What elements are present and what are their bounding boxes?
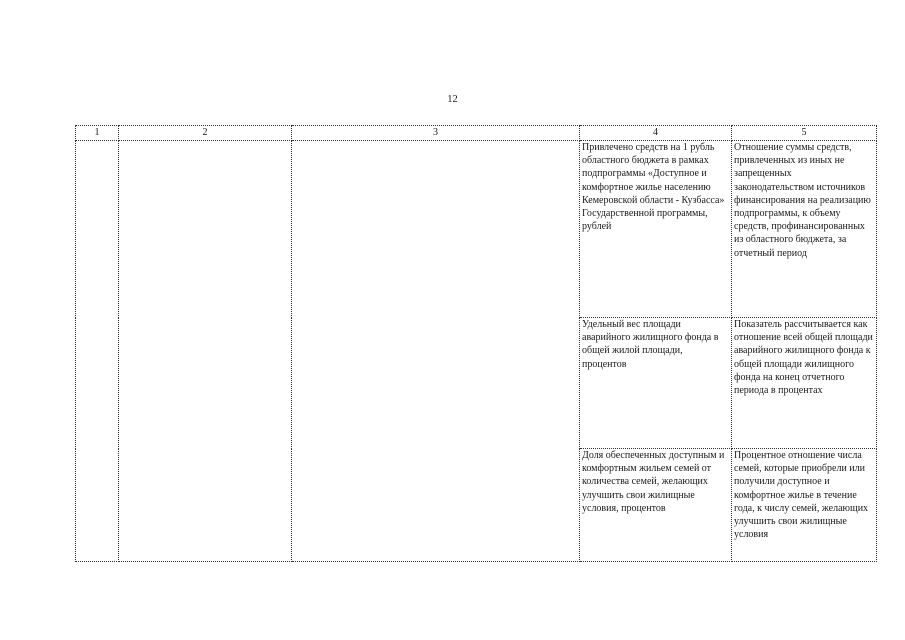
page-number: 12 <box>447 94 458 105</box>
indicator-cell <box>580 141 732 318</box>
method-text: Отношение суммы средств, привлеченных из иных не запрещенных законодательством источников финансирования на реализацию подпрограммы, к объему средств, профинансированных из областного бюджета, за отчетный период <box>734 142 871 259</box>
column-header-3: 3 <box>292 126 580 141</box>
table-row <box>76 141 877 318</box>
indicator-text: Удельный вес площади аварийного жилищного фонда в общей жилой площади, процентов <box>582 319 719 370</box>
indicators-table <box>75 125 877 562</box>
column-header-2: 2 <box>119 126 292 141</box>
method-cell <box>732 449 877 562</box>
empty-cell-col1 <box>76 141 119 562</box>
column-header-row <box>76 126 877 141</box>
column-header-4: 4 <box>580 126 732 141</box>
indicator-text: Доля обеспеченных доступным и комфортным жильем семей от количества семей, желающих улучшить свои жилищные условия, процентов <box>582 450 725 514</box>
method-text: Процентное отношение числа семей, которые приобрели или получили доступное и комфортное жилье в течение года, к числу семей, желающих улучшить свои жилищные условия <box>734 450 869 541</box>
indicator-cell <box>580 449 732 562</box>
empty-cell-col2 <box>119 141 292 562</box>
column-header-5: 5 <box>732 126 877 141</box>
method-cell <box>732 318 877 449</box>
empty-cell-col3 <box>292 141 580 562</box>
method-text: Показатель рассчитывается как отношение всей общей площади аварийного жилищного фонда к общей площади жилищного фонда на конец отчетного периода в процентах <box>734 319 873 397</box>
method-cell <box>732 141 877 318</box>
indicator-text: Привлечено средств на 1 рубль областного бюджета в рамках подпрограммы «Доступное и комфортное жилье населению Кемеровской области - Кузбасса» Государственной программы, рублей <box>582 142 725 233</box>
column-header-1: 1 <box>76 126 119 141</box>
indicator-cell <box>580 318 732 449</box>
